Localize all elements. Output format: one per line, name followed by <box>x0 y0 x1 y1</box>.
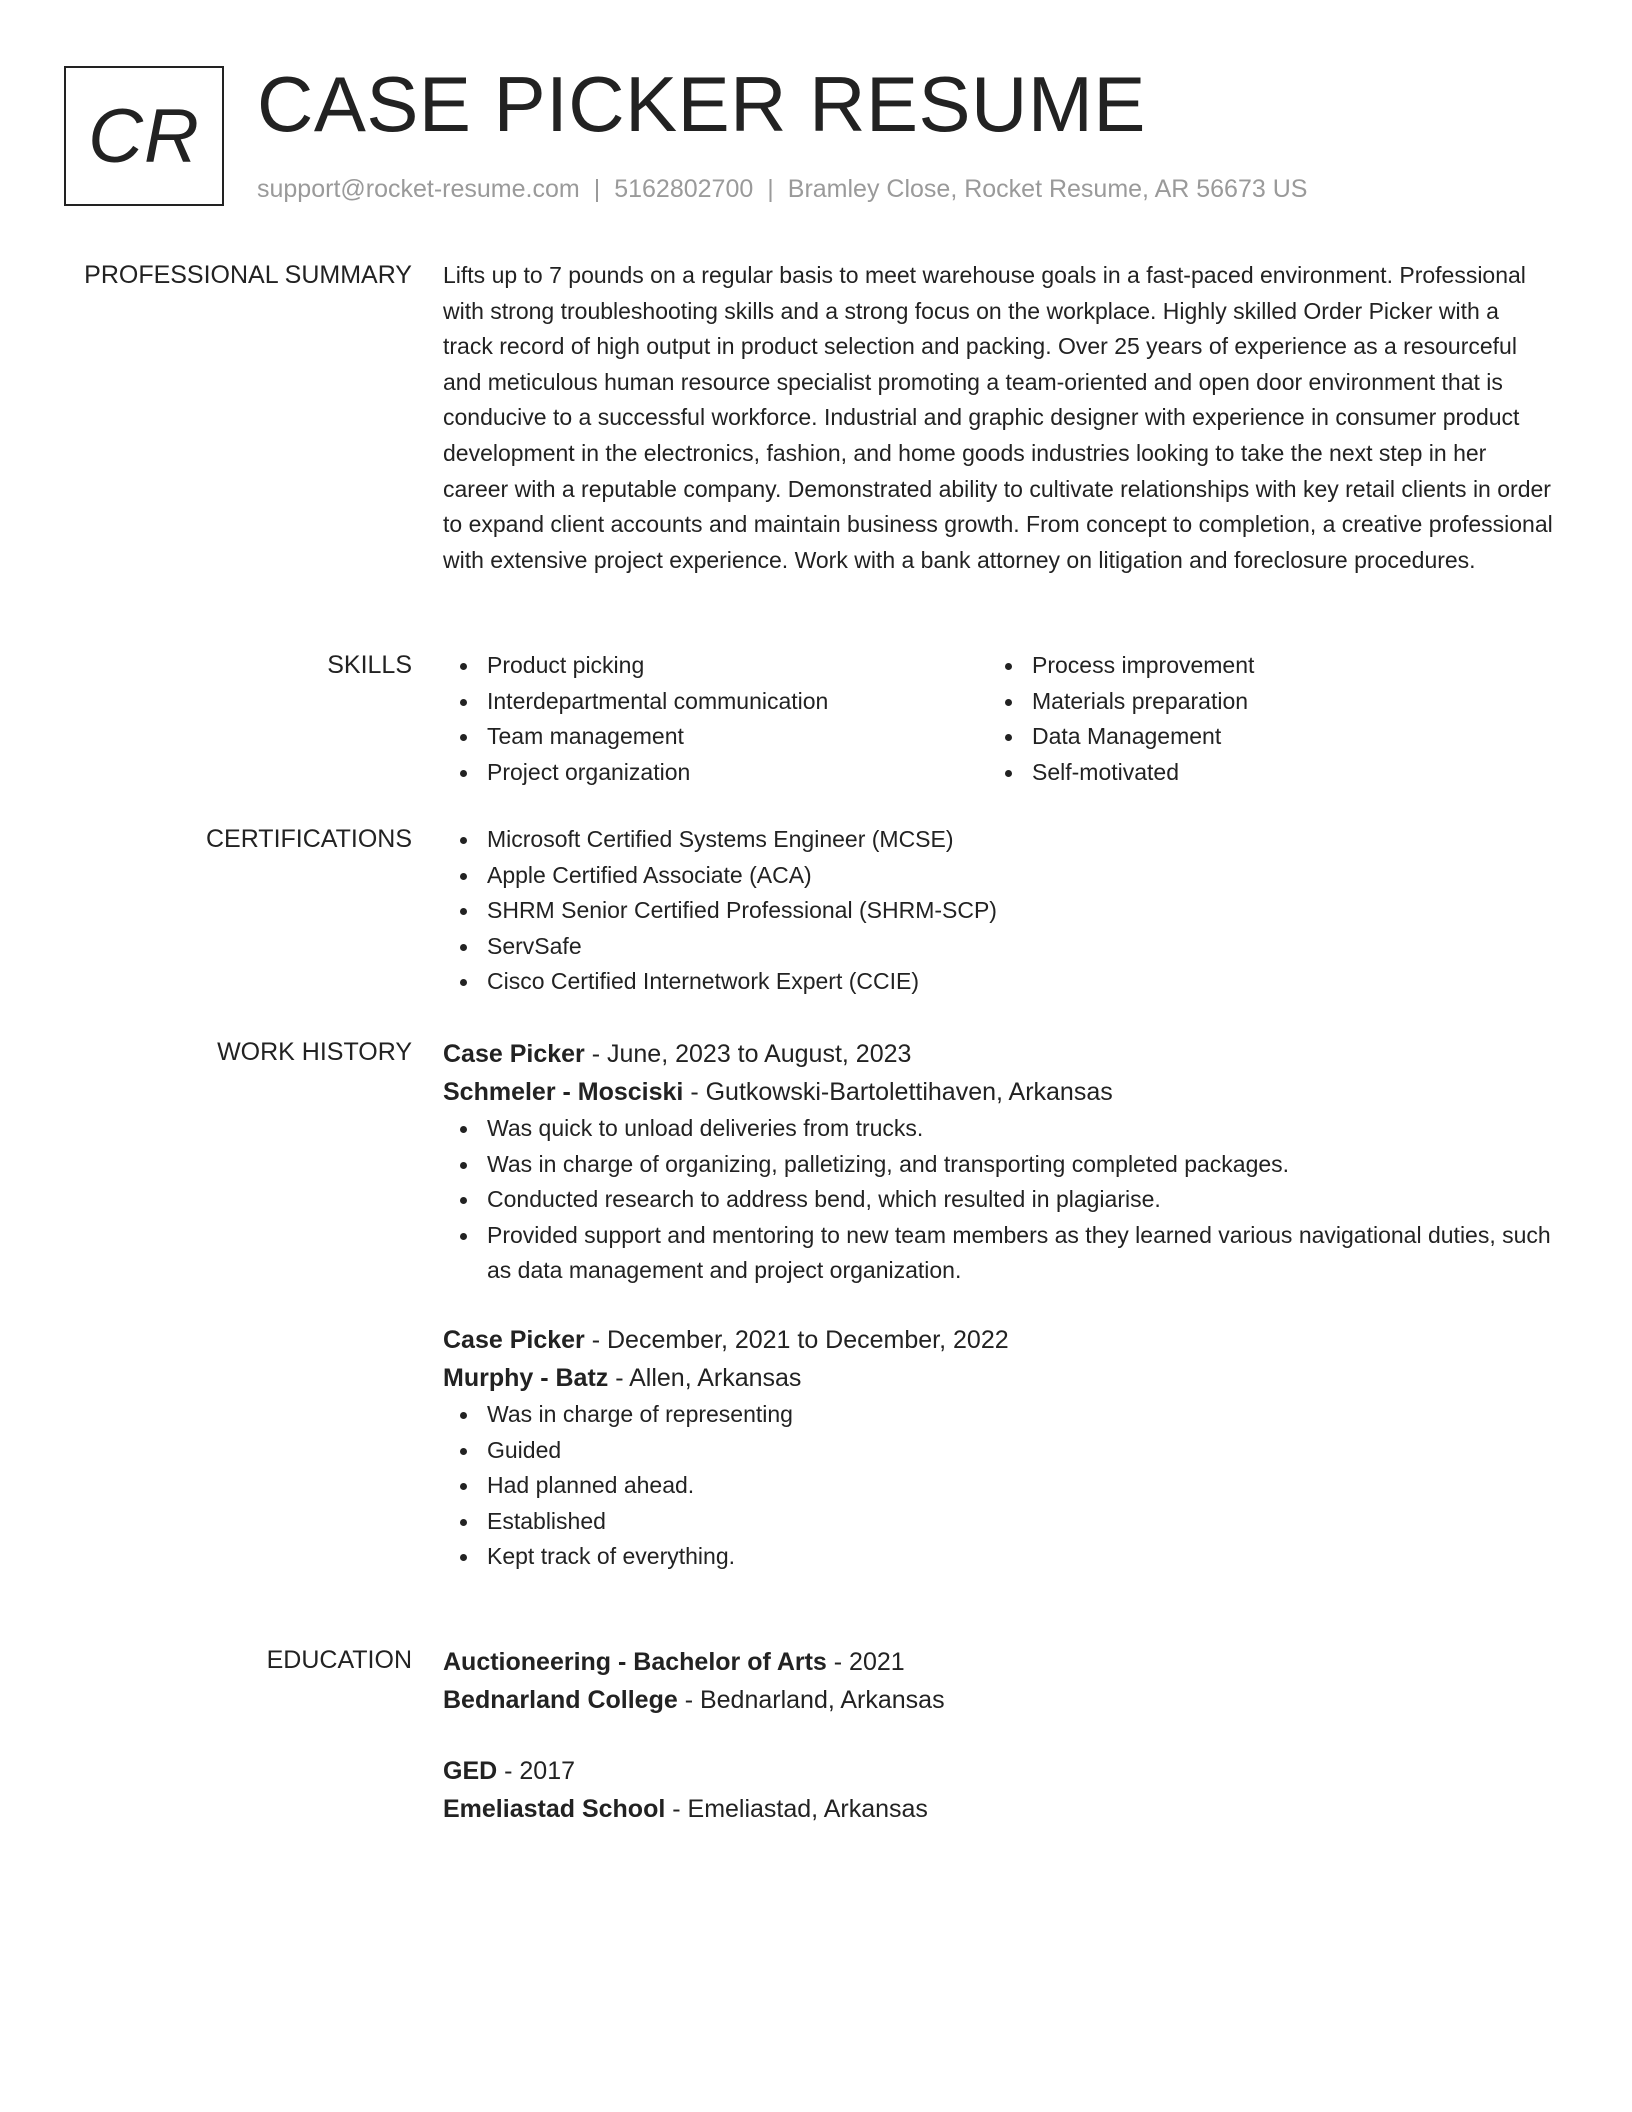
job-duty: Conducted research to address bend, which resulted in plagiarise. <box>443 1182 1553 1218</box>
work-history-body <box>443 1035 1553 1575</box>
contact-address: Bramley Close, Rocket Resume, AR 56673 US <box>787 175 1308 203</box>
skill-item: Interdepartmental communication <box>443 684 988 720</box>
job-title-line <box>443 1321 1553 1359</box>
job-duty: Provided support and mentoring to new team members as they learned various navigational duties, such as data management and project organization. <box>443 1218 1553 1289</box>
education-school: Emeliastad School <box>443 1795 666 1823</box>
certifications-body <box>443 822 1553 1000</box>
certification-item: Microsoft Certified Systems Engineer (MCSE) <box>443 822 1553 858</box>
job-entry <box>443 1321 1553 1575</box>
summary-text: Lifts up to 7 pounds on a regular basis to meet warehouse goals in a fast-paced environment. Professional with strong troubleshooting skills and a strong focus on the workplace. Highly skilled Order Picker with a track record of high output in product selection and packing. Over 25 years of experience as a resourceful and meticulous human resource specialist promoting a team-oriented and open door environment that is conducive to a successful workforce. Industrial and graphic designer with experience in consumer product development in the electronics, fashion, and home goods industries looking to take the next step in her career with a reputable company. Demonstrated ability to cultivate relationships with key retail clients in order to expand client accounts and maintain business growth. From concept to completion, a creative professional with extensive project experience. Work with a bank attorney on litigation and foreclosure procedures. <box>443 262 1553 573</box>
skill-item: Product picking <box>443 648 988 684</box>
job-duty: Established <box>443 1504 1553 1540</box>
skills-list-left <box>443 648 988 790</box>
summary-body <box>443 258 1553 578</box>
job-duty: Was in charge of organizing, palletizing, and transporting completed packages. <box>443 1147 1553 1183</box>
job-title: Case Picker <box>443 1040 585 1068</box>
certification-item: ServSafe <box>443 929 1553 965</box>
education-school-line <box>443 1790 1553 1828</box>
skill-item: Project organization <box>443 755 988 791</box>
certification-item: Cisco Certified Internetwork Expert (CCIE) <box>443 964 1553 1000</box>
contact-separator: | <box>767 175 774 203</box>
education-degree: Auctioneering - Bachelor of Arts <box>443 1648 827 1676</box>
job-company: Schmeler - Mosciski <box>443 1078 684 1106</box>
job-company-line <box>443 1359 1553 1397</box>
education-location: - Emeliastad, Arkansas <box>665 1795 928 1823</box>
job-dates: - December, 2021 to December, 2022 <box>584 1325 1009 1354</box>
education-degree: GED <box>443 1757 498 1785</box>
job-location: - Allen, Arkansas <box>608 1363 802 1392</box>
education-year: - 2017 <box>497 1757 576 1785</box>
skill-item: Materials preparation <box>988 684 1533 720</box>
certification-item: Apple Certified Associate (ACA) <box>443 858 1553 894</box>
contact-phone: 5162802700 <box>614 175 754 203</box>
contact-email: support@rocket-resume.com <box>257 175 580 203</box>
job-duty: Had planned ahead. <box>443 1468 1553 1504</box>
education-entry <box>443 1752 1553 1828</box>
certification-item: SHRM Senior Certified Professional (SHRM-SCP) <box>443 893 1553 929</box>
page-title: CASE PICKER RESUME <box>257 60 1146 148</box>
skills-list-right <box>988 648 1533 790</box>
skills-grid <box>443 648 1553 790</box>
education-school-line <box>443 1681 1553 1719</box>
monogram-logo: CR <box>64 66 224 206</box>
education-location: - Bednarland, Arkansas <box>677 1686 945 1714</box>
job-entry <box>443 1035 1553 1289</box>
certifications-heading: CERTIFICATIONS <box>205 825 412 853</box>
education-degree-line <box>443 1752 1553 1790</box>
job-duty: Kept track of everything. <box>443 1539 1553 1575</box>
certifications-list <box>443 822 1553 1000</box>
job-duty: Was in charge of representing <box>443 1397 1553 1433</box>
job-company: Murphy - Batz <box>443 1363 609 1392</box>
education-school: Bednarland College <box>443 1686 678 1714</box>
skill-item: Data Management <box>988 719 1533 755</box>
education-entry <box>443 1643 1553 1719</box>
education-degree-line <box>443 1643 1553 1681</box>
job-title: Case Picker <box>443 1325 585 1354</box>
job-location: - Gutkowski-Bartolettihaven, Arkansas <box>683 1078 1113 1106</box>
summary-heading: PROFESSIONAL SUMMARY <box>84 261 412 289</box>
education-heading: EDUCATION <box>266 1646 412 1674</box>
skill-item: Self-motivated <box>988 755 1533 791</box>
contact-line <box>257 172 1307 206</box>
skills-heading: SKILLS <box>327 651 412 679</box>
education-year: - 2021 <box>826 1648 905 1676</box>
job-duties-list <box>443 1397 1553 1575</box>
job-duty: Was quick to unload deliveries from trucks. <box>443 1111 1553 1147</box>
contact-separator: | <box>593 175 601 203</box>
job-duties-list <box>443 1111 1553 1289</box>
job-dates: - June, 2023 to August, 2023 <box>584 1040 912 1068</box>
job-title-line <box>443 1035 1553 1073</box>
skill-item: Process improvement <box>988 648 1533 684</box>
work-history-heading: WORK HISTORY <box>217 1038 412 1066</box>
education-body <box>443 1643 1553 1828</box>
job-company-line <box>443 1073 1553 1111</box>
skill-item: Team management <box>443 719 988 755</box>
job-duty: Guided <box>443 1433 1553 1469</box>
